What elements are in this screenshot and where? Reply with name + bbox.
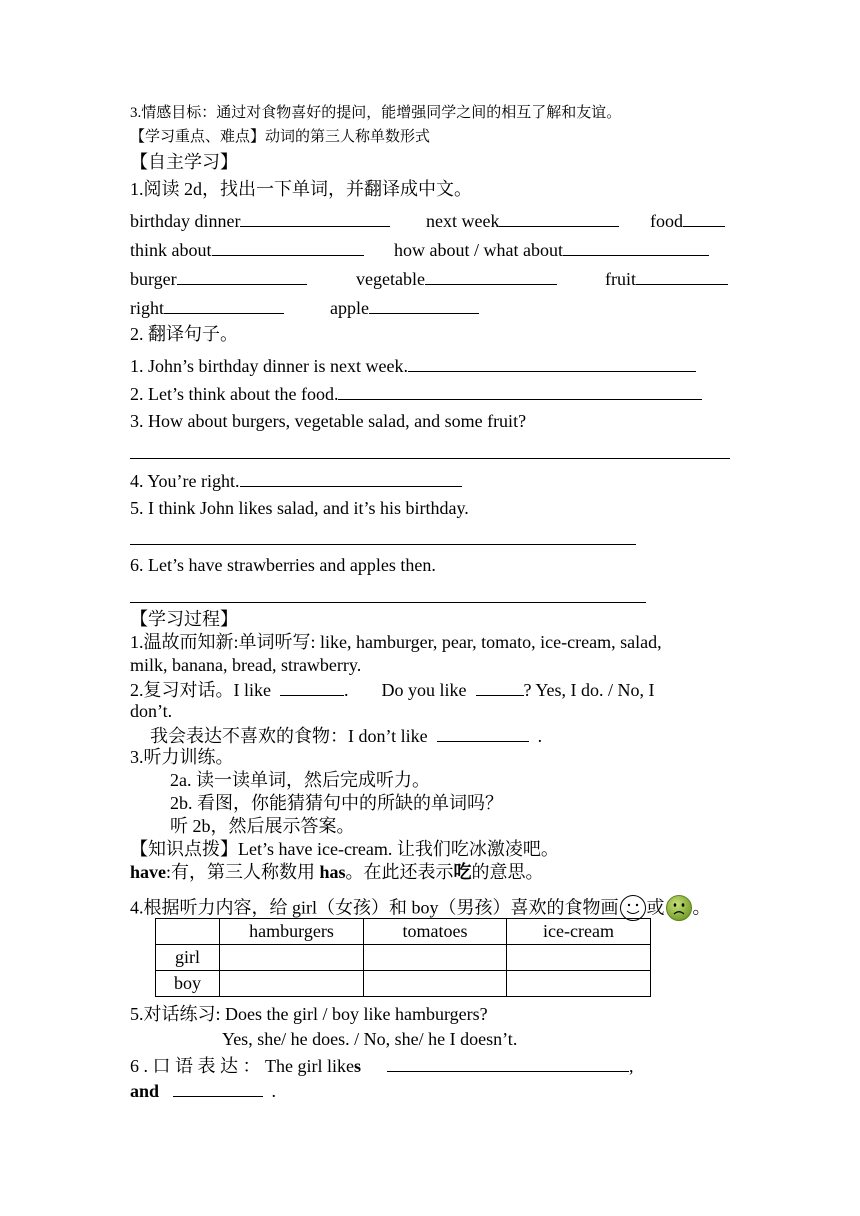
answer-blank[interactable] (173, 1080, 263, 1097)
vocab-label: how about / what about (394, 240, 563, 260)
vocab-item (605, 268, 728, 288)
item2-dot: . (537, 726, 543, 746)
knowledge-tip (130, 840, 559, 858)
answer-blank[interactable] (476, 679, 524, 696)
vocab-label: vegetable (356, 269, 425, 289)
task1-text: 1.阅读 2d，找出一下单词，并翻译成中文。 (130, 179, 472, 199)
answer-blank[interactable] (280, 679, 344, 696)
vocab-item (130, 297, 284, 317)
sentence-1 (130, 355, 696, 375)
focus-text: 动词的第三人称单数形式 (265, 129, 431, 145)
process-item6-line2 (130, 1080, 276, 1100)
item2-text: 我会表达不喜欢的食物：I don’t like (150, 726, 428, 746)
process-item6 (130, 1055, 634, 1075)
vocab-item (650, 210, 725, 230)
item6-text: 6 . 口 语 表 达 ： The girl like (130, 1056, 354, 1076)
answer-blank[interactable] (164, 297, 284, 314)
item4-text: 4.根据听力内容，给 girl（女孩）和 boy（男孩）喜欢的食物画 (130, 897, 619, 918)
item6-dot: . (271, 1081, 277, 1101)
process-item5-answer: Yes, she/ he does. / No, she/ he I doesn’t. (222, 1029, 518, 1049)
answer-line[interactable] (130, 602, 646, 603)
answer-blank[interactable] (437, 725, 529, 742)
self-study-heading: 【自主学习】 (130, 152, 238, 172)
sentence-text: 2. Let’s think about the food. (130, 384, 339, 404)
answer-blank[interactable] (240, 470, 462, 487)
process-item2-line2: don’t. (130, 701, 173, 721)
answer-blank[interactable] (499, 210, 619, 227)
vocab-label: apple (330, 298, 369, 318)
answer-blank[interactable] (338, 383, 702, 400)
sentence-text: 4. You’re right. (130, 471, 240, 491)
vocab-label: burger (130, 269, 177, 289)
item2-text: 2.复习对话。I like (130, 680, 271, 700)
process-item3a: 2a. 读一读单词，然后完成听力。 (170, 770, 430, 790)
has-word: has (319, 862, 346, 882)
table-row (156, 971, 651, 997)
table-header-cell: ice-cream (507, 919, 651, 945)
tip-text: Let’s have ice-cream. 让我们吃冰激凌吧。 (238, 839, 559, 859)
sentence-text: 1. John’s birthday dinner is next week. (130, 356, 408, 376)
vocab-item (426, 210, 619, 230)
have-explanation (130, 863, 544, 881)
vocab-item (130, 268, 307, 288)
table-row (156, 945, 651, 971)
row-label-girl: girl (156, 945, 220, 971)
have-text: 的意思。 (471, 862, 544, 882)
process-item2-line3 (150, 725, 542, 745)
item6-and: and (130, 1081, 160, 1101)
process-item3b: 2b. 看图，你能猜猜句中的所缺的单词吗？ (170, 793, 503, 813)
have-text: :有，第三人称数用 (166, 862, 320, 882)
answer-blank[interactable] (177, 268, 307, 285)
vocab-item (130, 210, 390, 230)
focus-bracket: 【学习重点、难点】 (130, 129, 266, 145)
vocab-label: food (650, 211, 683, 231)
process-item2-line1 (130, 679, 655, 699)
item6-s: s (353, 1056, 361, 1076)
vocab-item (394, 239, 709, 259)
table-header-cell (156, 919, 220, 945)
table-header-row (156, 919, 651, 945)
preference-table (155, 918, 651, 997)
answer-blank[interactable] (240, 210, 390, 227)
sentence-2 (130, 383, 702, 403)
vocab-label: birthday dinner (130, 211, 241, 231)
process-item1-line1: 1.温故而知新:单词听写: like, hamburger, pear, tomato, ice-cream, salad, (130, 632, 662, 652)
vocab-label: fruit (605, 269, 636, 289)
item2-answer: ? Yes, I do. / No, I (523, 680, 655, 700)
table-header-cell: hamburgers (220, 919, 364, 945)
table-header-cell: tomatoes (364, 919, 507, 945)
item4-end: 。 (692, 897, 711, 918)
answer-blank[interactable] (425, 268, 557, 285)
answer-blank[interactable] (636, 268, 728, 285)
vocab-item (356, 268, 557, 288)
item2-dot: . (344, 680, 349, 700)
table-cell[interactable] (364, 971, 507, 997)
answer-blank[interactable] (369, 297, 479, 314)
sentence-4 (130, 470, 462, 490)
vocab-label: next week (426, 211, 500, 231)
answer-blank[interactable] (408, 355, 696, 372)
sentence-6: 6. Let’s have strawberries and apples then. (130, 555, 436, 575)
task2-text: 2. 翻译句子。 (130, 324, 238, 344)
process-item1-line2: milk, banana, bread, strawberry. (130, 655, 362, 675)
tip-bracket: 【知识点拨】 (130, 839, 238, 859)
sad-face-icon (665, 894, 693, 925)
item6-comma: , (629, 1056, 634, 1076)
process-item3c: 听 2b，然后展示答案。 (170, 816, 355, 836)
sentence-5: 5. I think John likes salad, and it’s his birthday. (130, 498, 469, 518)
item4-or: 或 (646, 897, 665, 918)
row-label-boy: boy (156, 971, 220, 997)
table-cell[interactable] (507, 945, 651, 971)
answer-blank[interactable] (683, 210, 725, 227)
table-cell[interactable] (364, 945, 507, 971)
table-cell[interactable] (220, 971, 364, 997)
have-text: 。在此还表示 (345, 862, 454, 882)
vocab-label: think about (130, 240, 212, 260)
answer-blank[interactable] (387, 1055, 629, 1072)
answer-blank[interactable] (563, 239, 709, 256)
focus-line (130, 130, 430, 145)
objective-line: 3.情感目标：通过对食物喜好的提问，能增强同学之间的相互了解和友谊。 (130, 105, 622, 121)
table-cell[interactable] (220, 945, 364, 971)
process-item5: 5.对话练习: Does the girl / boy like hamburgers? (130, 1004, 488, 1024)
answer-blank[interactable] (212, 239, 364, 256)
table-cell[interactable] (507, 971, 651, 997)
answer-line[interactable] (130, 458, 730, 459)
have-word: have (130, 862, 166, 882)
eat-word: 吃 (453, 862, 472, 882)
vocab-item (130, 239, 364, 259)
sentence-3: 3. How about burgers, vegetable salad, and some fruit? (130, 411, 527, 431)
vocab-label: right (130, 298, 164, 318)
item2-question: Do you like (381, 680, 467, 700)
process-heading: 【学习过程】 (130, 609, 238, 629)
answer-line[interactable] (130, 544, 636, 545)
process-item3: 3.听力训练。 (130, 747, 234, 767)
vocab-item (330, 297, 479, 317)
